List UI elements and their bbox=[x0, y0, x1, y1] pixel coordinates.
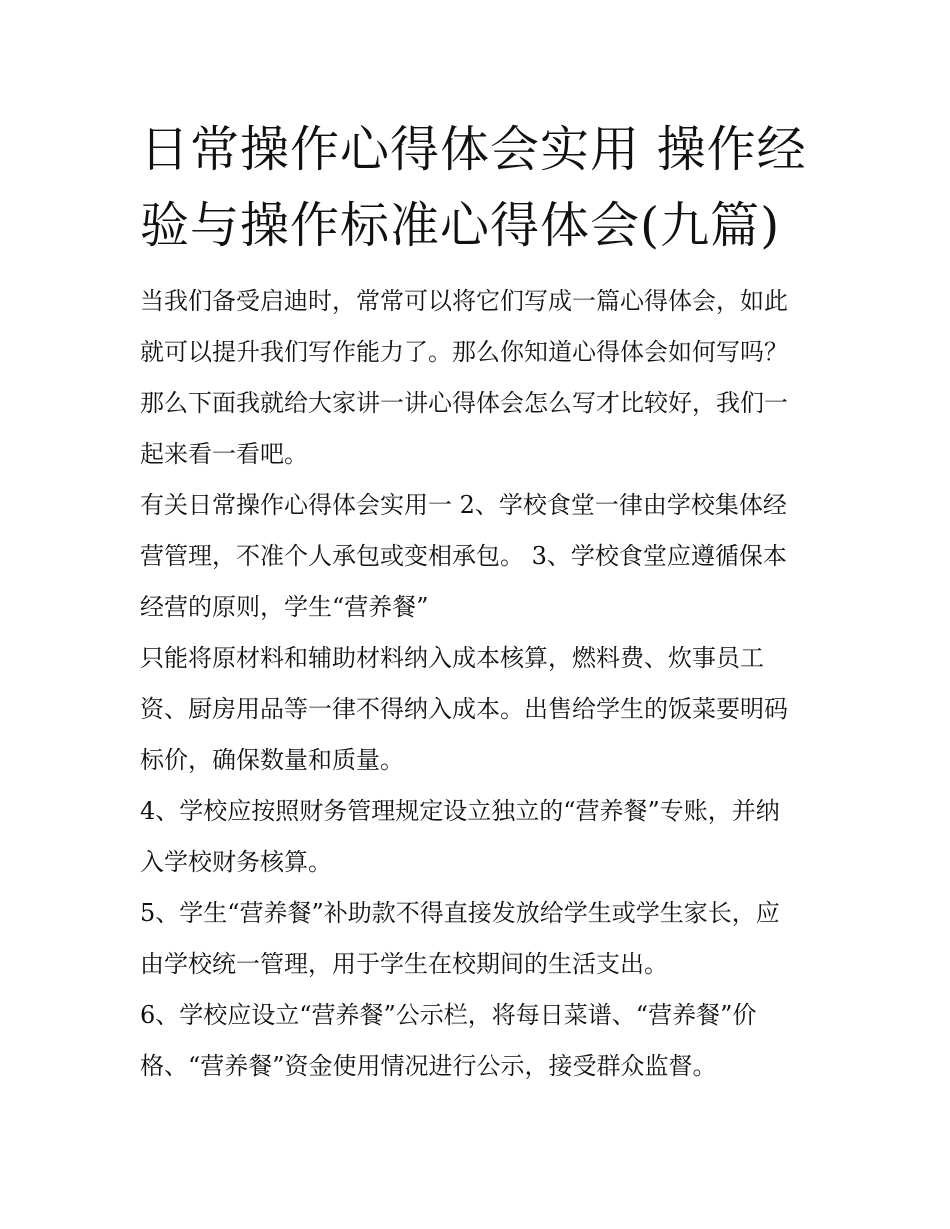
text-line: 标价，确保数量和质量。 bbox=[140, 746, 404, 774]
document-title bbox=[140, 112, 840, 264]
text-line: 5、学生“营养餐”补助款不得直接发放给学生或学生家长，应 bbox=[140, 899, 780, 927]
document-body bbox=[140, 276, 830, 1092]
text-line: 由学校统一管理，用于学生在校期间的生活支出。 bbox=[140, 950, 668, 978]
text-line: 有关日常操作心得体会实用一 2、学校食堂一律由学校集体经 bbox=[140, 491, 787, 519]
paragraph-item-4 bbox=[140, 786, 830, 888]
text-line: 入学校财务核算。 bbox=[140, 848, 332, 876]
text-line: 资、厨房用品等一律不得纳入成本。出售给学生的饭菜要明码 bbox=[140, 695, 788, 723]
text-line: 经营的原则，学生“营养餐” bbox=[140, 593, 429, 621]
title-line: 验与操作标准心得体会(九篇) bbox=[140, 197, 781, 254]
paragraph-item-2-3 bbox=[140, 480, 830, 633]
text-line: 就可以提升我们写作能力了。那么你知道心得体会如何写吗？ bbox=[140, 338, 788, 366]
paragraph-item-5 bbox=[140, 888, 830, 990]
text-line: 6、学校应设立“营养餐”公示栏，将每日菜谱、“营养餐”价 bbox=[140, 1001, 757, 1029]
text-line: 4、学校应按照财务管理规定设立独立的“营养餐”专账，并纳 bbox=[140, 797, 780, 825]
text-line: 起来看一看吧。 bbox=[140, 440, 308, 468]
paragraph-cost-accounting bbox=[140, 633, 830, 786]
paragraph-item-6 bbox=[140, 990, 830, 1092]
paragraph-intro bbox=[140, 276, 830, 480]
text-line: 那么下面我就给大家讲一讲心得体会怎么写才比较好，我们一 bbox=[140, 389, 788, 417]
text-line: 格、“营养餐”资金使用情况进行公示，接受群众监督。 bbox=[140, 1052, 717, 1080]
text-line: 只能将原材料和辅助材料纳入成本核算，燃料费、炊事员工 bbox=[140, 644, 764, 672]
text-line: 营管理，不准个人承包或变相承包。 3、学校食堂应遵循保本 bbox=[140, 542, 787, 570]
title-line: 日常操作心得体会实用 操作经 bbox=[140, 121, 807, 178]
text-line: 当我们备受启迪时，常常可以将它们写成一篇心得体会，如此 bbox=[140, 287, 788, 315]
